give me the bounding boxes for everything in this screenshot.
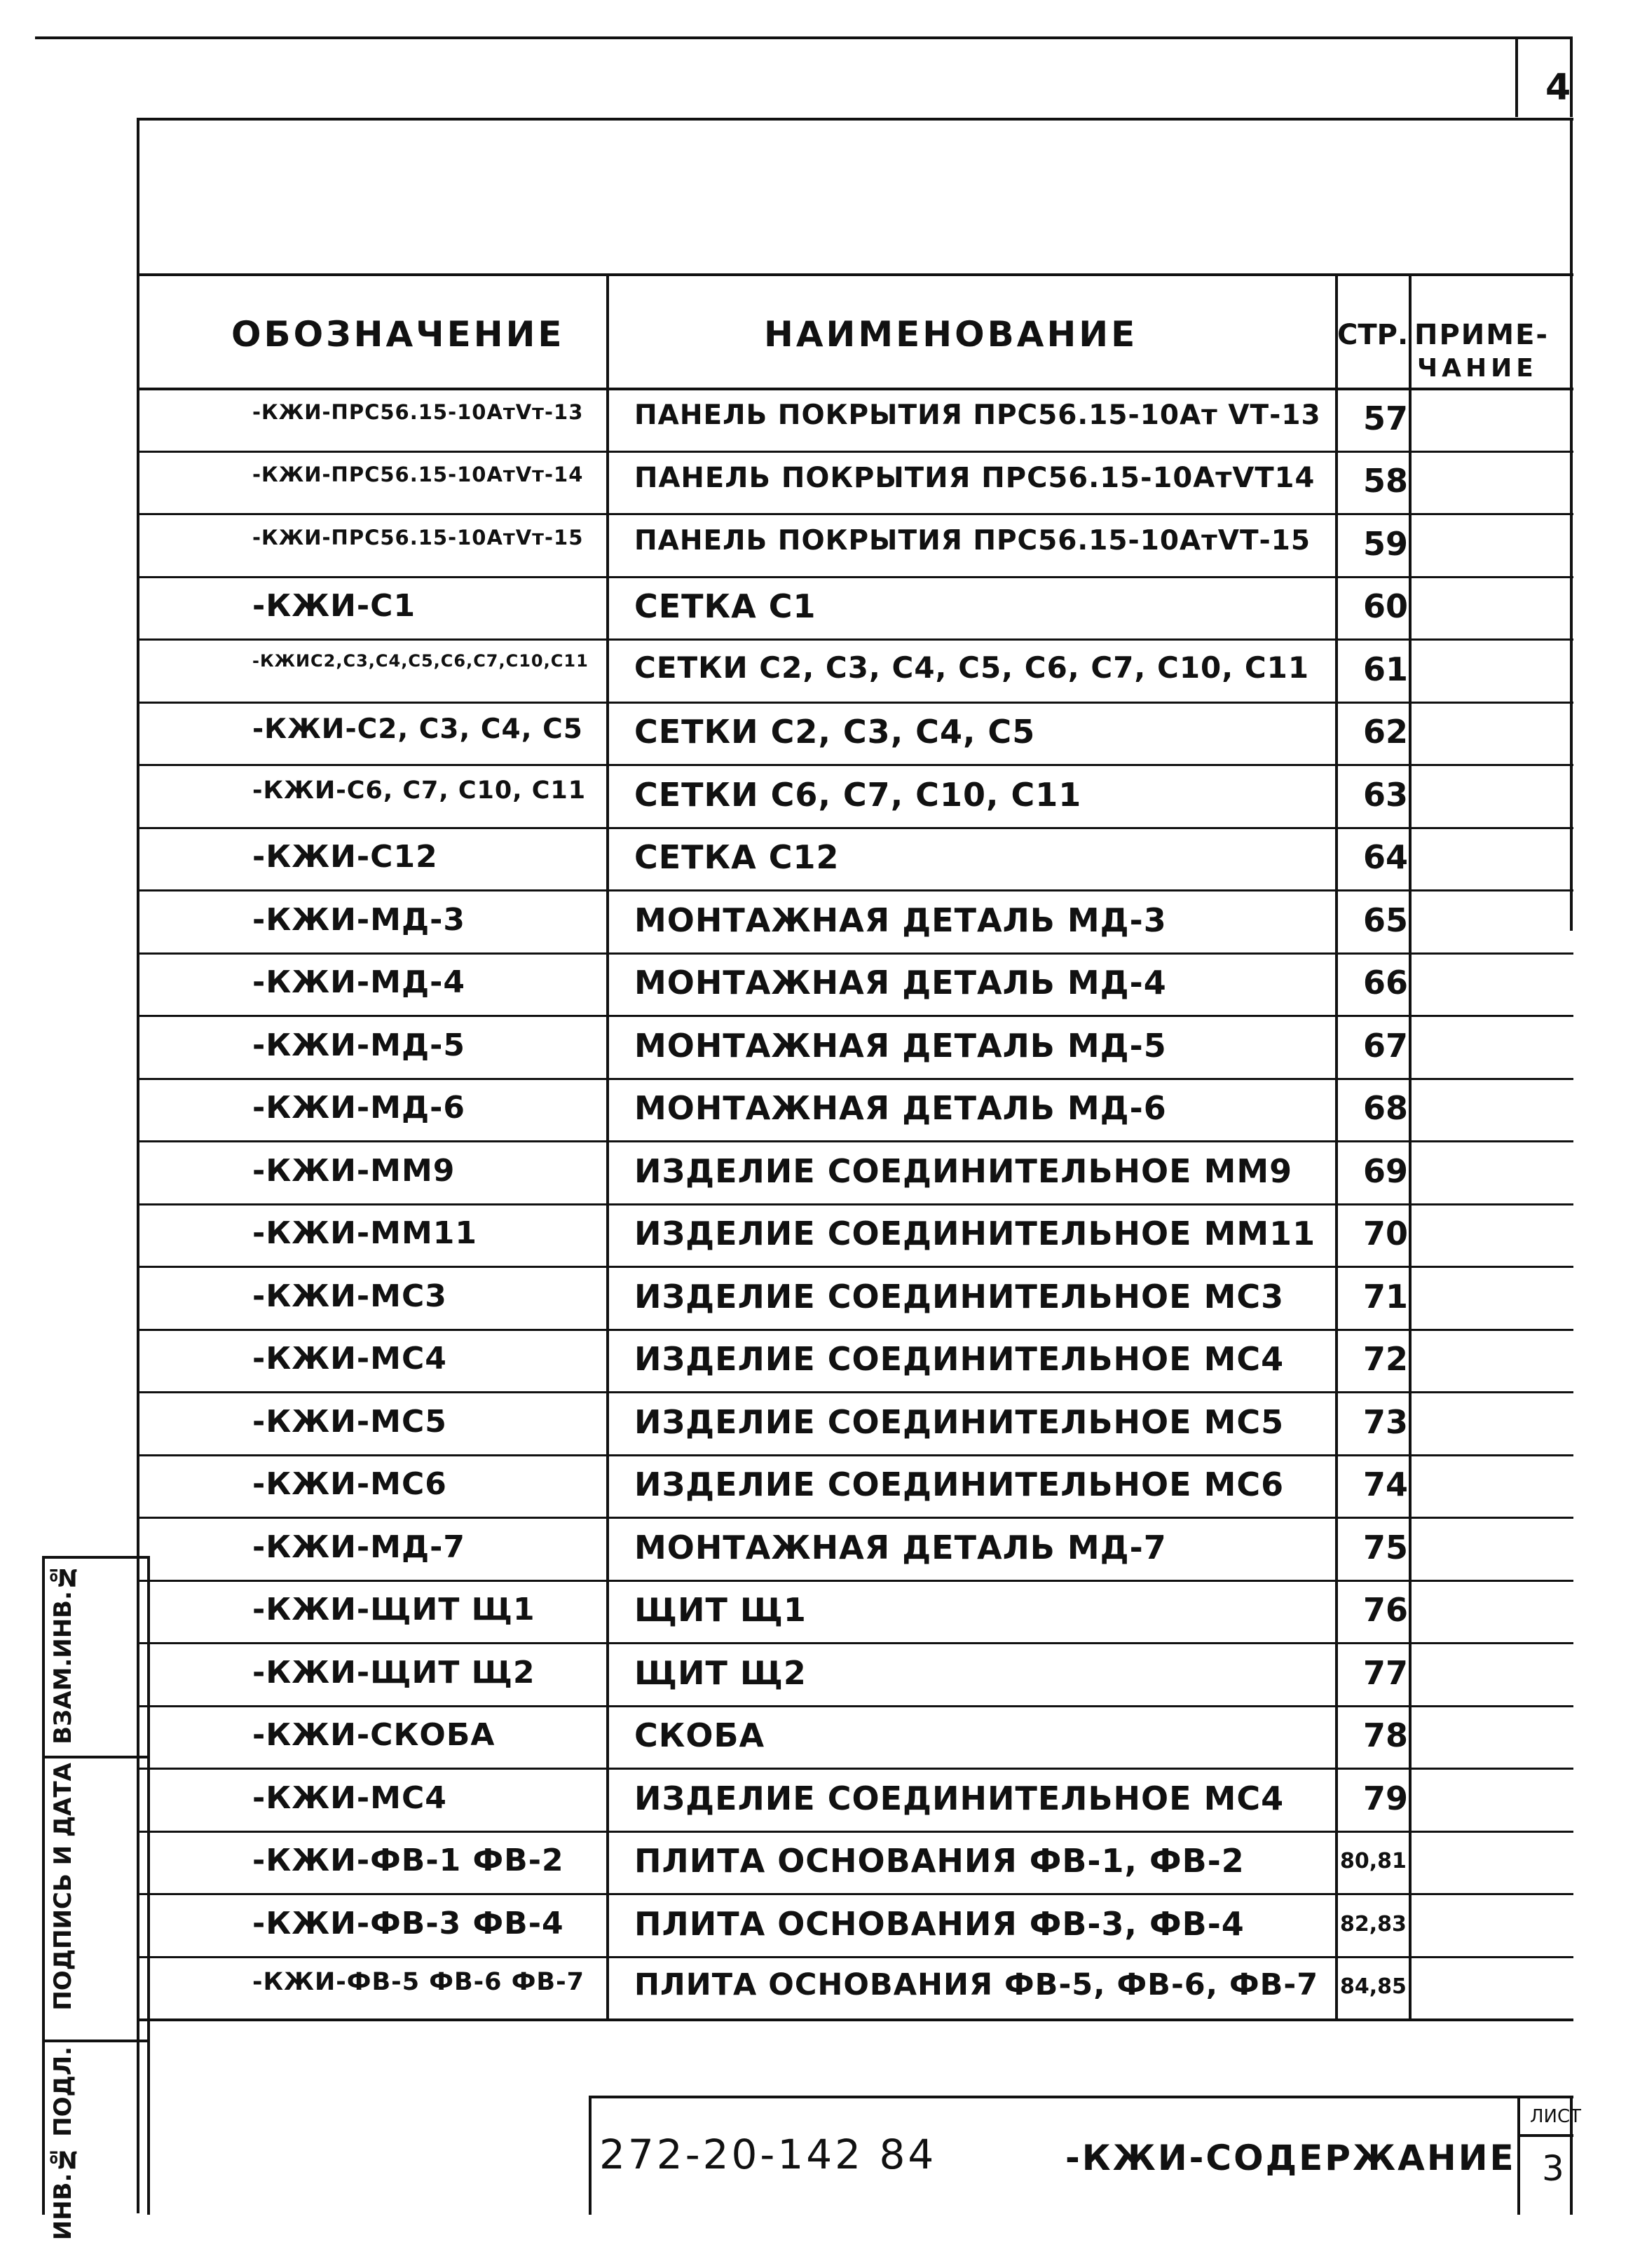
row-name: МОНТАЖНАЯ ДЕТАЛЬ МД-5 [634,1026,1167,1065]
row-divider [137,638,1573,641]
row-divider [137,889,1573,892]
row-designation: -КЖИ-ПРС56.15-10АтVт-14 [252,463,584,487]
sheet-number: 4 [1545,67,1571,109]
row-name: МОНТАЖНАЯ ДЕТАЛЬ МД-6 [634,1089,1167,1128]
row-designation: -КЖИ-ФВ-1 ФВ-2 [252,1843,564,1879]
row-divider [137,1517,1573,1519]
row-designation: -КЖИ-ФВ-3 ФВ-4 [252,1905,564,1941]
row-page: 75 [1363,1528,1409,1566]
row-designation: -КЖИ-МД-3 [252,901,466,938]
row-designation: -КЖИ-МС5 [252,1403,447,1440]
row-divider [137,1831,1573,1833]
row-name: МОНТАЖНАЯ ДЕТАЛЬ МД-7 [634,1528,1167,1566]
row-designation: -КЖИ-МС6 [252,1466,447,1503]
row-designation: -КЖИ-ПРС56.15-10АтVт-13 [252,399,584,424]
row-name: ИЗДЕЛИЕ СОЕДИНИТЕЛЬНОЕ МС4 [634,1340,1285,1379]
row-divider [137,1078,1573,1080]
row-designation: -КЖИ-ФВ-5 ФВ-6 ФВ-7 [252,1968,585,1997]
row-page: 58 [1363,462,1409,500]
row-page: 62 [1363,713,1409,751]
stamp-sheet-value: 3 [1542,2148,1564,2189]
row-divider [137,1015,1573,1017]
row-page: 59 [1363,524,1409,563]
row-designation: -КЖИ-МД-7 [252,1529,466,1565]
stamp-title: -КЖИ-СОДЕРЖАНИЕ [1065,2138,1516,2178]
stamp-sheet-label: ЛИСТ [1530,2106,1582,2127]
row-page: 76 [1363,1591,1409,1630]
row-divider [137,952,1573,955]
row-name: ИЗДЕЛИЕ СОЕДИНИТЕЛЬНОЕ ММ11 [634,1215,1316,1253]
row-page: 72 [1363,1340,1409,1379]
row-name: ПЛИТА ОСНОВАНИЯ ФВ-3, ФВ-4 [634,1904,1245,1943]
row-divider [137,1329,1573,1331]
header-designation: ОБОЗНАЧЕНИЕ [231,314,565,355]
row-designation: -КЖИС2,С3,С4,С5,С6,С7,С10,С11 [252,650,589,671]
row-name: СЕТКА С12 [634,838,840,877]
side-label-podpis-data: ПОДПИСЬ И ДАТА [49,1763,77,2011]
row-designation: -КЖИ-СКОБА [252,1717,496,1754]
row-designation: -КЖИ-МД-6 [252,1090,466,1126]
row-page: 67 [1363,1026,1409,1065]
row-name: ИЗДЕЛИЕ СОЕДИНИТЕЛЬНОЕ МС5 [634,1402,1285,1441]
row-name: ИЗДЕЛИЕ СОЕДИНИТЕЛЬНОЕ ММ9 [634,1152,1293,1190]
row-divider [137,1140,1573,1142]
row-designation: -КЖИ-С1 [252,588,416,624]
row-name: ПЛИТА ОСНОВАНИЯ ФВ-5, ФВ-6, ФВ-7 [634,1967,1319,2003]
row-name: СЕТКИ С6, С7, С10, С11 [634,775,1082,814]
row-divider [137,1893,1573,1895]
row-name: ПЛИТА ОСНОВАНИЯ ФВ-1, ФВ-2 [634,1842,1245,1880]
row-page: 60 [1363,587,1409,626]
row-designation: -КЖИ-МС4 [252,1779,447,1816]
row-name: СЕТКА С1 [634,587,816,626]
row-divider [137,1266,1573,1268]
row-page: 63 [1363,775,1409,814]
row-page: 66 [1363,964,1409,1002]
row-divider [137,827,1573,829]
row-divider [137,702,1573,704]
row-divider [137,1580,1573,1582]
header-note-line1: ПРИМЕ- [1414,319,1549,351]
stamp-document-code: 272-20-142 84 [599,2131,937,2178]
row-designation: -КЖИ-МС4 [252,1341,447,1377]
row-designation: -КЖИ-ЩИТ Щ1 [252,1592,535,1628]
row-divider [137,1642,1573,1644]
row-designation: -КЖИ-С12 [252,839,438,875]
row-name: МОНТАЖНАЯ ДЕТАЛЬ МД-4 [634,964,1167,1002]
row-page: 65 [1363,901,1409,939]
row-name: СЕТКИ С2, С3, С4, С5 [634,713,1036,751]
row-page: 57 [1363,399,1409,437]
row-designation: -КЖИ-МД-5 [252,1027,466,1063]
row-page: 61 [1363,650,1409,688]
header-name: НАИМЕНОВАНИЕ [764,314,1138,355]
row-name: ПАНЕЛЬ ПОКРЫТИЯ ПРС56.15-10АтVТ-15 [634,524,1311,556]
row-page: 78 [1363,1716,1409,1755]
row-designation: -КЖИ-ММ9 [252,1152,456,1189]
row-page: 69 [1363,1152,1409,1190]
row-name: ИЗДЕЛИЕ СОЕДИНИТЕЛЬНОЕ МС6 [634,1466,1285,1504]
row-page: 64 [1363,838,1409,877]
row-page: 79 [1363,1779,1409,1817]
row-name: ЩИТ Щ2 [634,1653,807,1692]
row-divider [137,451,1573,453]
row-name: ИЗДЕЛИЕ СОЕДИНИТЕЛЬНОЕ МС3 [634,1277,1285,1316]
row-name: МОНТАЖНАЯ ДЕТАЛЬ МД-3 [634,901,1167,939]
row-designation: -КЖИ-С6, С7, С10, С11 [252,776,587,805]
header-note-line2: ЧАНИЕ [1417,354,1538,383]
row-divider [137,1391,1573,1393]
row-divider [137,764,1573,766]
row-page: 84,85 [1340,1974,1407,2000]
row-designation: -КЖИ-ММ11 [252,1215,477,1252]
row-divider [137,576,1573,578]
row-designation: -КЖИ-ЩИТ Щ2 [252,1654,535,1690]
row-page: 68 [1363,1089,1409,1128]
row-divider [137,1203,1573,1205]
row-page: 70 [1363,1215,1409,1253]
row-name: ПАНЕЛЬ ПОКРЫТИЯ ПРС56.15-10Ат VТ-13 [634,399,1321,431]
row-divider [137,513,1573,515]
row-designation: -КЖИ-МД-4 [252,964,466,1001]
row-designation: -КЖИ-МС3 [252,1278,447,1314]
row-divider [137,1454,1573,1456]
row-name: СКОБА [634,1716,765,1755]
row-designation: -КЖИ-ПРС56.15-10АтVт-15 [252,525,584,549]
row-page: 71 [1363,1277,1409,1316]
row-divider [137,1956,1573,1958]
row-name: ИЗДЕЛИЕ СОЕДИНИТЕЛЬНОЕ МС4 [634,1779,1285,1817]
row-divider [137,1705,1573,1707]
row-divider [137,1768,1573,1770]
side-label-vzam-inv: ВЗАМ.ИНВ.№ [49,1563,77,1744]
row-name: ПАНЕЛЬ ПОКРЫТИЯ ПРС56.15-10АтVТ14 [634,462,1315,495]
row-name: СЕТКИ С2, С3, С4, С5, С6, С7, С10, С11 [634,650,1310,685]
header-page: СТР. [1337,319,1409,351]
side-label-inv-podl: ИНВ.№ ПОДЛ. [49,2047,77,2241]
row-page: 73 [1363,1402,1409,1441]
row-page: 74 [1363,1466,1409,1504]
row-page: 77 [1363,1653,1409,1692]
row-page: 80,81 [1340,1849,1407,1874]
row-page: 82,83 [1340,1911,1407,1936]
row-designation: -КЖИ-С2, С3, С4, С5 [252,713,583,746]
row-name: ЩИТ Щ1 [634,1591,807,1630]
